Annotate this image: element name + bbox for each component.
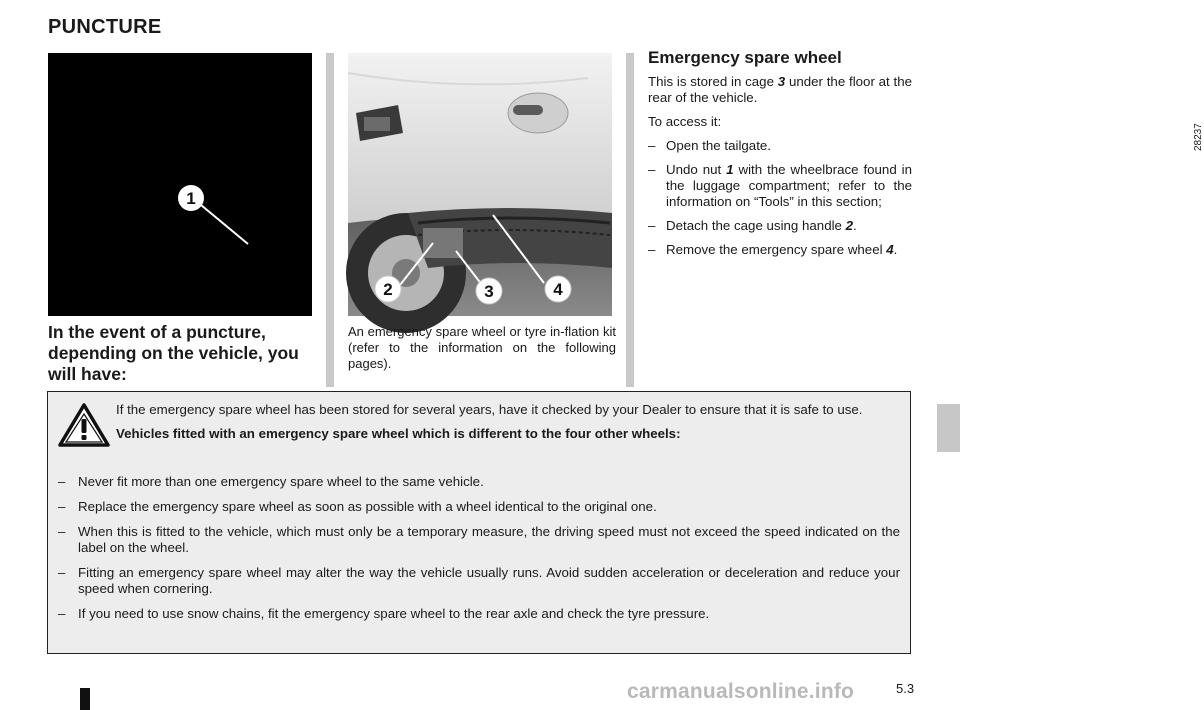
list-item <box>58 524 900 556</box>
section-heading: Emergency spare wheel <box>648 48 842 67</box>
figure-caption: An emergency spare wheel or tyre in-flation kit (refer to the information on the following pages). <box>348 324 616 371</box>
warning-triangle-icon <box>58 402 110 448</box>
warning-box <box>47 391 911 654</box>
text-run: This is stored in cage <box>648 74 778 89</box>
dash-bullet: – <box>648 138 656 153</box>
step-text: with the wheelbrace found in the luggage compartment; refer to the information on “Tools” in this section; <box>666 162 912 209</box>
ref-number: 3 <box>777 74 786 89</box>
list-item-text: If you need to use snow chains, fit the emergency spare wheel to the rear axle and check the tyre pressure. <box>78 606 710 621</box>
warning-subheading: Vehicles fitted with an emergency spare wheel which is different to the four other wheels: <box>116 426 681 441</box>
warning-list <box>58 474 900 631</box>
step-item <box>648 162 912 210</box>
text-run: under the floor at the rear of the vehicle. <box>648 74 912 105</box>
column-divider <box>326 53 334 387</box>
step-item <box>648 218 912 234</box>
warning-paragraph: If the emergency spare wheel has been stored for several years, have it checked by your Dealer to ensure that it is safe to use. <box>116 402 863 417</box>
spare-wheel-section <box>648 50 912 266</box>
warning-intro <box>116 402 900 450</box>
ref-number: 1 <box>726 162 734 177</box>
step-text: . <box>853 218 857 233</box>
list-item-text: Fitting an emergency spare wheel may alter the way the vehicle usually runs. Avoid sudden acceleration or deceleration and reduce your speed when cornering. <box>78 565 900 596</box>
ref-number: 2 <box>845 218 854 233</box>
list-item <box>58 606 900 622</box>
spare-wheel-illustration <box>348 53 612 316</box>
watermark: carmanualsonline.info <box>627 680 855 703</box>
dash-bullet: – <box>648 242 656 257</box>
dash-bullet: – <box>58 499 66 514</box>
list-item <box>58 565 900 597</box>
dash-bullet: – <box>58 565 66 580</box>
luggage-floor-photo <box>48 53 312 316</box>
callout-number-1: 1 <box>186 189 196 208</box>
column-divider <box>626 53 634 387</box>
callout-overlay <box>48 53 312 316</box>
page-number: 5.3 <box>896 681 915 696</box>
figure-reference-number: 28237 <box>1193 123 1204 151</box>
callout-number-3: 3 <box>484 282 494 301</box>
step-item <box>648 138 912 154</box>
intro-heading: In the event of a puncture, depending on the vehicle, you will have: <box>48 322 299 384</box>
dash-bullet: – <box>58 474 66 489</box>
step-text: . <box>893 242 898 257</box>
corner-mark <box>80 688 90 710</box>
callout-number-4: 4 <box>553 280 563 299</box>
page-title: PUNCTURE <box>48 16 162 38</box>
dash-bullet: – <box>58 606 66 621</box>
list-item-text: Replace the emergency spare wheel as soon as possible with a wheel identical to the original one. <box>78 499 657 514</box>
callout-number-2: 2 <box>383 280 393 299</box>
spare-wheel-photo <box>348 53 612 316</box>
list-item <box>58 474 900 490</box>
dash-bullet: – <box>648 218 656 233</box>
list-item-text: Never fit more than one emergency spare wheel to the same vehicle. <box>78 474 484 489</box>
dash-bullet: – <box>58 524 66 539</box>
list-item <box>58 499 900 515</box>
step-text: Undo nut <box>666 162 727 177</box>
step-text: Detach the cage using handle <box>666 218 846 233</box>
step-item <box>648 242 912 258</box>
ref-number: 4 <box>886 242 894 257</box>
storage-paragraph <box>648 74 912 106</box>
access-label: To access it: <box>648 114 722 129</box>
chapter-tab <box>937 404 960 452</box>
step-text: Open the tailgate. <box>666 138 771 153</box>
step-text: Remove the emergency spare wheel <box>666 242 887 257</box>
dash-bullet: – <box>648 162 656 177</box>
list-item-text: When this is fitted to the vehicle, which must only be a temporary measure, the driving speed must not exceed the speed indicated on the label on the wheel. <box>78 524 900 555</box>
callout-leader-line <box>201 205 248 244</box>
